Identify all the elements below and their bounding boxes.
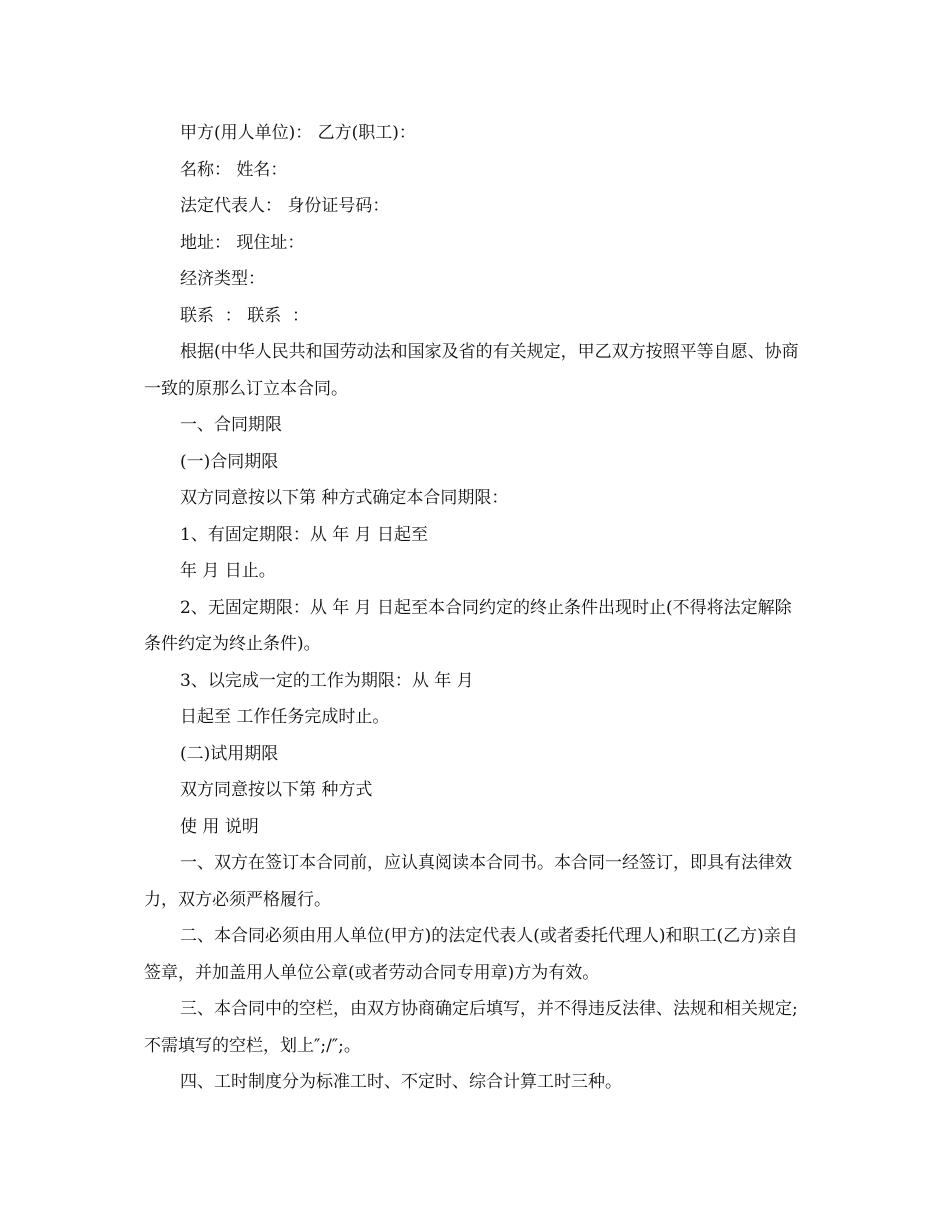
address-line: 地址： 现住址： <box>180 232 305 253</box>
representative-line: 法定代表人： 身份证号码： <box>180 196 390 216</box>
fixed-term-line: 1、有固定期限：从 年 月 日起至 <box>180 524 429 545</box>
usage-note-2: 二、本合同必须由用人单位(甲方)的法定代表人(或者委托代理人)和职工(乙方)亲自签章，并加盖用人单位公章(或者劳动合同专用章)方为有效。 <box>144 926 798 983</box>
contact-line: 联系 ： 联系 ： <box>180 305 310 326</box>
economic-type-line: 经济类型： <box>180 269 265 289</box>
fixed-term-end-line: 年 月 日止。 <box>180 561 276 581</box>
preamble-paragraph: 根据(中华人民共和国劳动法和国家及省的有关规定，甲乙双方按照平等自愿、协商一致的原那么订立本合同。 <box>144 342 799 399</box>
probation-method-line: 双方同意按以下第 种方式 <box>180 780 373 800</box>
usage-note-1: 一、双方在签订本合同前，应认真阅读本合同书。本合同一经签订，即具有法律效力，双方必须严格履行。 <box>144 853 792 910</box>
section-heading-term: 一、合同期限 <box>180 415 282 435</box>
open-ended-term-paragraph: 2、无固定期限：从 年 月 日起至本合同约定的终止条件出现时止(不得将法定解除条件约定为终止条件)。 <box>144 597 792 654</box>
name-line: 名称： 姓名： <box>180 159 288 180</box>
usage-note-4: 四、工时制度分为标准工时、不定时、综合计算工时三种。 <box>180 1072 622 1092</box>
task-term-line: 3、以完成一定的工作为期限：从 年 月 <box>180 670 474 691</box>
task-term-end-line: 日起至 工作任务完成时止。 <box>180 707 390 727</box>
subsection-heading-probation: (二)试用期限 <box>180 743 279 764</box>
subsection-heading-contract-term: (一)合同期限 <box>180 451 279 472</box>
contract-body <box>144 115 804 1101</box>
usage-notes-heading: 使 用 说明 <box>180 816 259 837</box>
party-header-line: 甲方(用人单位)： 乙方(职工)： <box>180 123 416 143</box>
term-method-line: 双方同意按以下第 种方式确定本合同期限： <box>180 488 509 508</box>
usage-note-3: 三、本合同中的空栏，由双方协商确定后填写，并不得违反法律、法规和相关规定;不需填写的空栏，划上″;/″;。 <box>144 999 798 1056</box>
